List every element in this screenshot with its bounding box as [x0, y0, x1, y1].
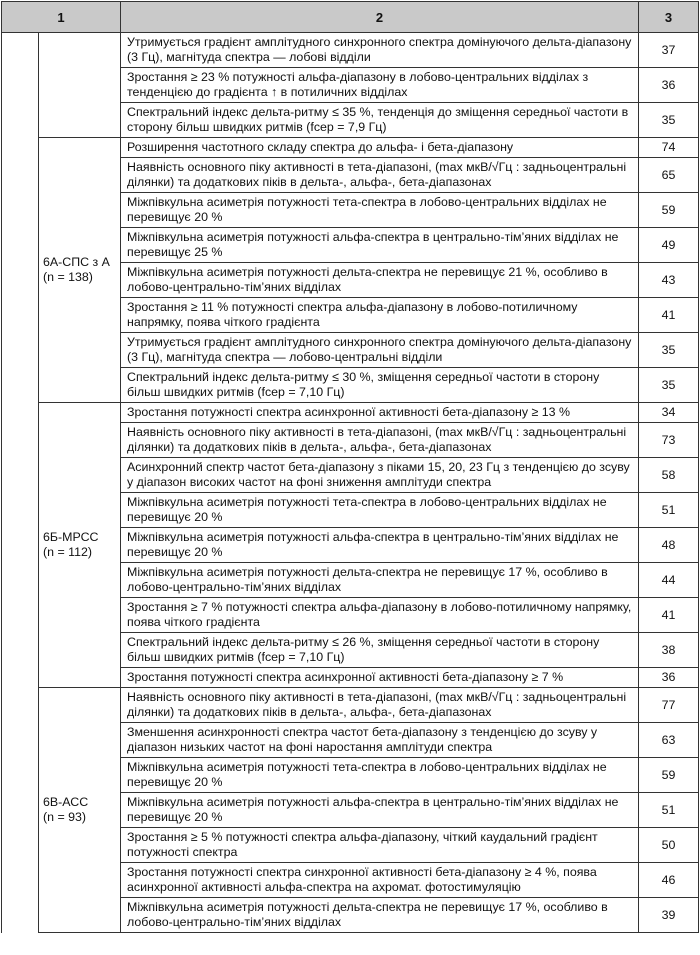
indicator-description: Утримується градієнт амплітудного синхронного спектра домінуючого дельта-діапазону (3 Гц), магнітуда спектра — лобово-центральні відділи — [121, 333, 639, 368]
indicator-value: 63 — [639, 723, 699, 758]
indicator-description: Міжпівкульна асиметрія потужності дельта-спектра не перевищує 21 %, особливо в лобово-центрально-тім’яних відділах — [121, 263, 639, 298]
group-label-cell — [39, 403, 121, 688]
indicator-description: Міжпівкульна асиметрія потужності тета-спектра в лобово-центральних відділах не перевищує 20 % — [121, 493, 639, 528]
indicator-value: 44 — [639, 563, 699, 598]
indicator-value: 58 — [639, 458, 699, 493]
group-label-cell — [39, 688, 121, 933]
table-row — [2, 33, 699, 68]
results-table — [1, 1, 699, 933]
header-col-3: 3 — [639, 2, 699, 33]
indicator-value: 38 — [639, 633, 699, 668]
indicator-description: Зростання ≥ 5 % потужності спектра альфа-діапазону, чіткий каудальний градієнт потужності спектра — [121, 828, 639, 863]
indicator-value: 74 — [639, 138, 699, 158]
header-col-2: 2 — [121, 2, 639, 33]
indicator-description: Спектральний індекс дельта-ритму ≤ 26 %, зміщення середньої частоти в сторону більш швидких ритмів (fcep = 7,10 Гц) — [121, 633, 639, 668]
indicator-description: Зростання ≥ 11 % потужності спектра альфа-діапазону в лобово-потиличному напрямку, поява чіткого градієнта — [121, 298, 639, 333]
indicator-value: 35 — [639, 333, 699, 368]
indicator-description: Зменшення асинхронності спектра частот бета-діапазону з тенденцією до зсуву у діапазон низьких частот на фоні наростання амплітуди спектра — [121, 723, 639, 758]
group-label-cell — [39, 138, 121, 403]
indicator-description: Спектральний індекс дельта-ритму ≤ 35 %, тенденція до зміщення середньої частоти в сторону більш швидких ритмів (fcep = 7,9 Гц) — [121, 103, 639, 138]
group-name: 6А-СПС з А — [43, 255, 110, 269]
indicator-description: Розширення частотного складу спектра до альфа- і бета-діапазону — [121, 138, 639, 158]
indicator-description: Міжпівкульна асиметрія потужності альфа-спектра в центрально-тім’яних відділах не перевищує 20 % — [121, 793, 639, 828]
table-row — [2, 688, 699, 723]
indicator-value: 65 — [639, 158, 699, 193]
indicator-description: Зростання потужності спектра асинхронної активності бета-діапазону ≥ 13 % — [121, 403, 639, 423]
indicator-value: 48 — [639, 528, 699, 563]
indicator-value: 59 — [639, 193, 699, 228]
indicator-value: 43 — [639, 263, 699, 298]
indicator-value: 39 — [639, 898, 699, 933]
indicator-description: Міжпівкульна асиметрія потужності тета-спектра в лобово-центральних відділах не перевищує 20 % — [121, 193, 639, 228]
indicator-value: 41 — [639, 598, 699, 633]
indicator-value: 37 — [639, 33, 699, 68]
header-row — [2, 2, 699, 33]
indicator-description: Міжпівкульна асиметрія потужності альфа-спектра в центрально-тім’яних відділах не перевищує 20 % — [121, 528, 639, 563]
table-row — [2, 138, 699, 158]
group-count: (n = 93) — [43, 810, 87, 824]
indicator-value: 59 — [639, 758, 699, 793]
indicator-description: Міжпівкульна асиметрія потужності дельта-спектра не перевищує 17 %, особливо в лобово-центрально-тім’яних відділах — [121, 563, 639, 598]
indicator-value: 36 — [639, 68, 699, 103]
indicator-description: Зростання потужності спектра синхронної активності бета-діапазону ≥ 4 %, поява асинхронної активності альфа-спектра на ахромат. фотостимуляцію — [121, 863, 639, 898]
indicator-value: 77 — [639, 688, 699, 723]
indicator-value: 51 — [639, 493, 699, 528]
indicator-description: Зростання потужності спектра асинхронної активності бета-діапазону ≥ 7 % — [121, 668, 639, 688]
group-count: (n = 138) — [43, 270, 93, 284]
indicator-description: Зростання ≥ 7 % потужності спектра альфа-діапазону в лобово-потиличному напрямку, поява чіткого градієнта — [121, 598, 639, 633]
header-col-1: 1 — [2, 2, 121, 33]
indicator-value: 49 — [639, 228, 699, 263]
indicator-value: 36 — [639, 668, 699, 688]
indicator-value: 34 — [639, 403, 699, 423]
indicator-description: Міжпівкульна асиметрія потужності дельта-спектра не перевищує 17 %, особливо в лобово-центрально-тім’яних відділах — [121, 898, 639, 933]
indicator-value: 50 — [639, 828, 699, 863]
indicator-value: 46 — [639, 863, 699, 898]
indicator-description: Спектральний індекс дельта-ритму ≤ 30 %, зміщення середньої частоти в сторону більш швидких ритмів (fcep = 7,10 Гц) — [121, 368, 639, 403]
indicator-description: Міжпівкульна асиметрія потужності альфа-спектра в центрально-тім’яних відділах не перевищує 25 % — [121, 228, 639, 263]
group-label-cell — [39, 33, 121, 138]
indicator-description: Наявність основного піку активності в тета-діапазоні, (max мкВ/√Гц : задньоцентральні ділянки) та додаткових піків в дельта-, альфа-, бета-діапазонах — [121, 688, 639, 723]
table-row — [2, 403, 699, 423]
group-count: (n = 112) — [43, 545, 93, 559]
indicator-description: Утримується градієнт амплітудного синхронного спектра домінуючого дельта-діапазону (3 Гц), магнітуда спектра — лобові відділи — [121, 33, 639, 68]
indicator-value: 41 — [639, 298, 699, 333]
indicator-description: Наявність основного піку активності в тета-діапазоні, (max мкВ/√Гц : задньоцентральні ділянки) та додаткових піків в дельта-, альфа-, бета-діапазонах — [121, 423, 639, 458]
indicator-description: Наявність основного піку активності в тета-діапазоні, (max мкВ/√Гц : задньоцентральні ділянки) та додаткових піків в дельта-, альфа-, бета-діапазонах — [121, 158, 639, 193]
indicator-value: 51 — [639, 793, 699, 828]
indicator-description: Зростання ≥ 23 % потужності альфа-діапазону в лобово-центральних відділах з тенденцією до градієнта ↑ в потиличних відділах — [121, 68, 639, 103]
group-name: 6Б-МРСС — [43, 530, 99, 544]
group-name: 6В-АСС — [43, 795, 89, 809]
indicator-description: Міжпівкульна асиметрія потужності тета-спектра в лобово-центральних відділах не перевищує 20 % — [121, 758, 639, 793]
indicator-value: 35 — [639, 368, 699, 403]
blank-column-cell — [2, 33, 39, 933]
indicator-value: 73 — [639, 423, 699, 458]
indicator-value: 35 — [639, 103, 699, 138]
table-body — [2, 33, 699, 933]
indicator-description: Асинхронний спектр частот бета-діапазону з піками 15, 20, 23 Гц з тенденцією до зсуву у діапазон високих частот на фоні зниження амплітуди спектра — [121, 458, 639, 493]
